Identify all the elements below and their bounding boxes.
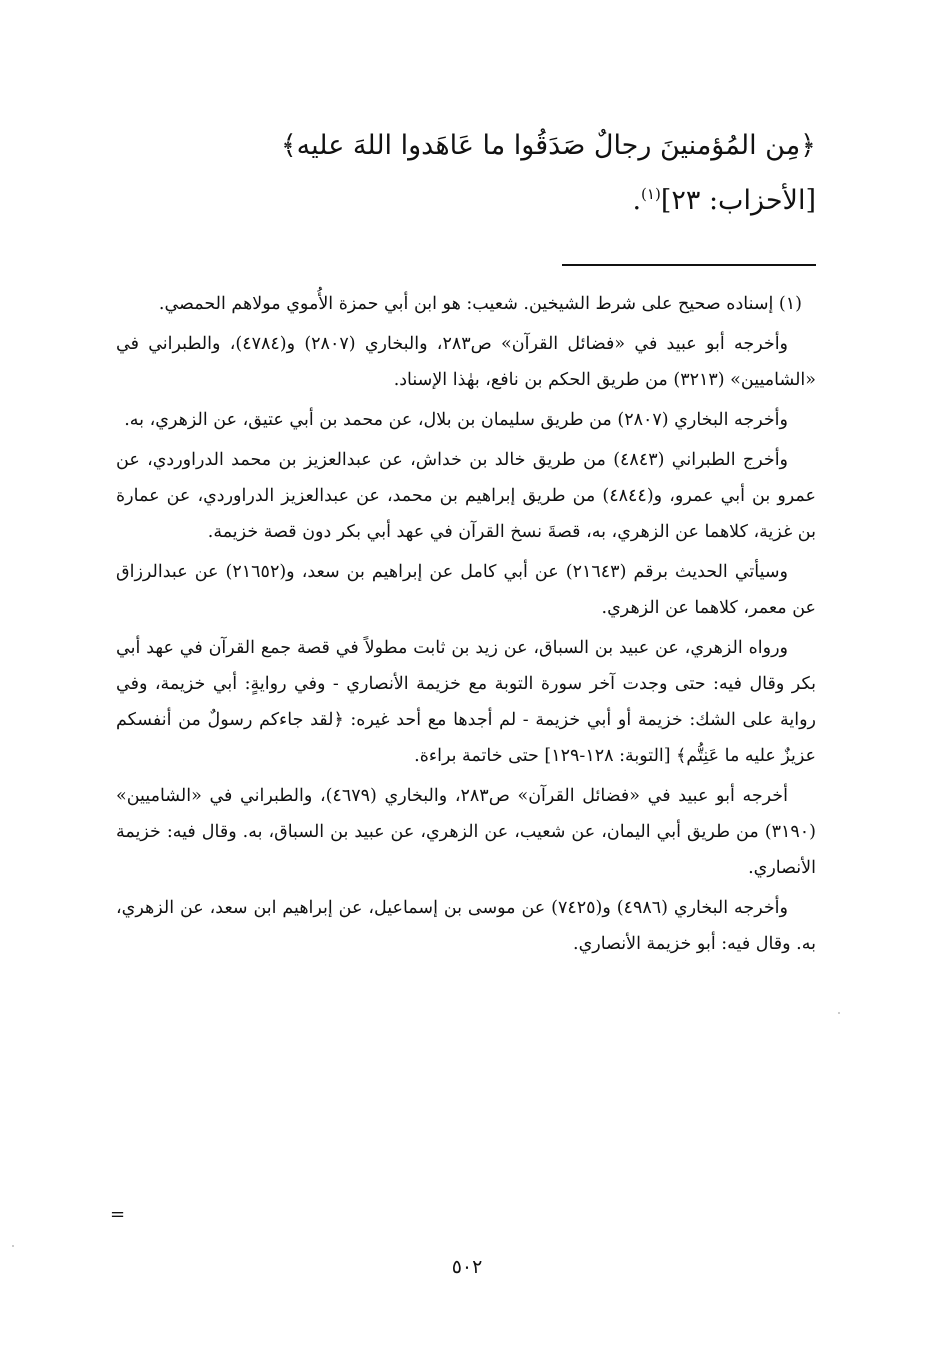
footnote-paragraph: وأخرجه البخاري (٤٩٨٦) و(٧٤٢٥) عن موسى بن إسماعيل، عن إبراهيم ابن سعد، عن الزهري، به. وقال فيه: أبو خزيمة الأنصاري. [116, 898, 816, 954]
verse-end: . [632, 185, 642, 216]
verse-text [116, 122, 816, 225]
footnote-paragraph: ورواه الزهري، عن عبيد بن السباق، عن زيد بن ثابت مطولاً في قصة جمع القرآن في عهد أبي بكر وقال فيه: حتى وجدت آخر سورة التوبة مع خزيمة الأنصاري - وفي روايةٍ: أبي خزيمة، وفي رواية على الشك: خزيمة أو أبي خزيمة - لم أجدها مع أحد غيره: ﴿لقد جاءكم رسولٌ من أنفسكم عزيزٌ عليه ما عَنِتُّم﴾ [التوبة: ١٢٨-١٢٩] حتى خاتمة براءة. [116, 638, 816, 766]
page-number: ٥٠٢ [451, 1256, 483, 1278]
footnote-paragraph: وأخرجه البخاري (٢٨٠٧) من طريق سليمان بن بلال، عن محمد بن أبي عتيق، عن الزهري، به. [124, 410, 788, 430]
footnote-paragraph: وأخرج الطبراني (٤٨٤٣) من طريق خالد بن خداش، عن عبدالعزيز بن محمد الدراوردي، عن عمرو بن أبي عمرو، و(٤٨٤٤) من طريق إبراهيم بن محمد، عن عبدالعزيز الدراوردي، عن عمارة بن غزية، كلاهما عن الزهري، به، قصةَ نسخ القرآن في عهد أبي بكر دون قصة خزيمة. [116, 450, 816, 542]
footnotes-block [116, 286, 816, 966]
continuation-mark: = [110, 1204, 126, 1225]
footnote-paragraph: (١) إسناده صحيح على شرط الشيخين. شعيب: هو ابن أبي حمزة الأُموي مولاهم الحمصي. [158, 294, 802, 314]
footnote-paragraph: وأخرجه أبو عبيد في «فضائل القرآن» ص٢٨٣، والبخاري (٢٨٠٧) و(٤٧٨٤)، والطبراني في «الشاميين» (٣٢١٣) من طريق الحكم بن نافع، بهٰذا الإسناد. [116, 334, 816, 390]
verse-citation: [الأحزاب: ٢٣] [660, 185, 816, 216]
footnote-paragraph: أخرجه أبو عبيد في «فضائل القرآن» ص٢٨٣، والبخاري (٤٦٧٩)، والطبراني في «الشاميين» (٣١٩٠) من طريق أبي اليمان، عن شعيب، عن الزهري، عن عبيد بن السباق، به. وقال فيه: خزيمة الأنصاري. [116, 786, 816, 878]
footnote-paragraph: وسيأتي الحديث برقم (٢١٦٤٣) عن أبي كامل عن إبراهيم بن سعد، و(٢١٦٥٢) عن عبدالرزاق عن معمر، كلاهما عن الزهري. [116, 562, 816, 618]
scan-speck [838, 1012, 840, 1014]
footnote-separator [562, 264, 816, 266]
scan-speck [12, 1245, 14, 1247]
verse-line-1: ﴿مِن المُؤمنينَ رجالٌ صَدَقُوا ما عَاهَدوا اللهَ عليه﴾ [280, 130, 816, 161]
footnote-marker[interactable]: (١) [641, 185, 661, 203]
